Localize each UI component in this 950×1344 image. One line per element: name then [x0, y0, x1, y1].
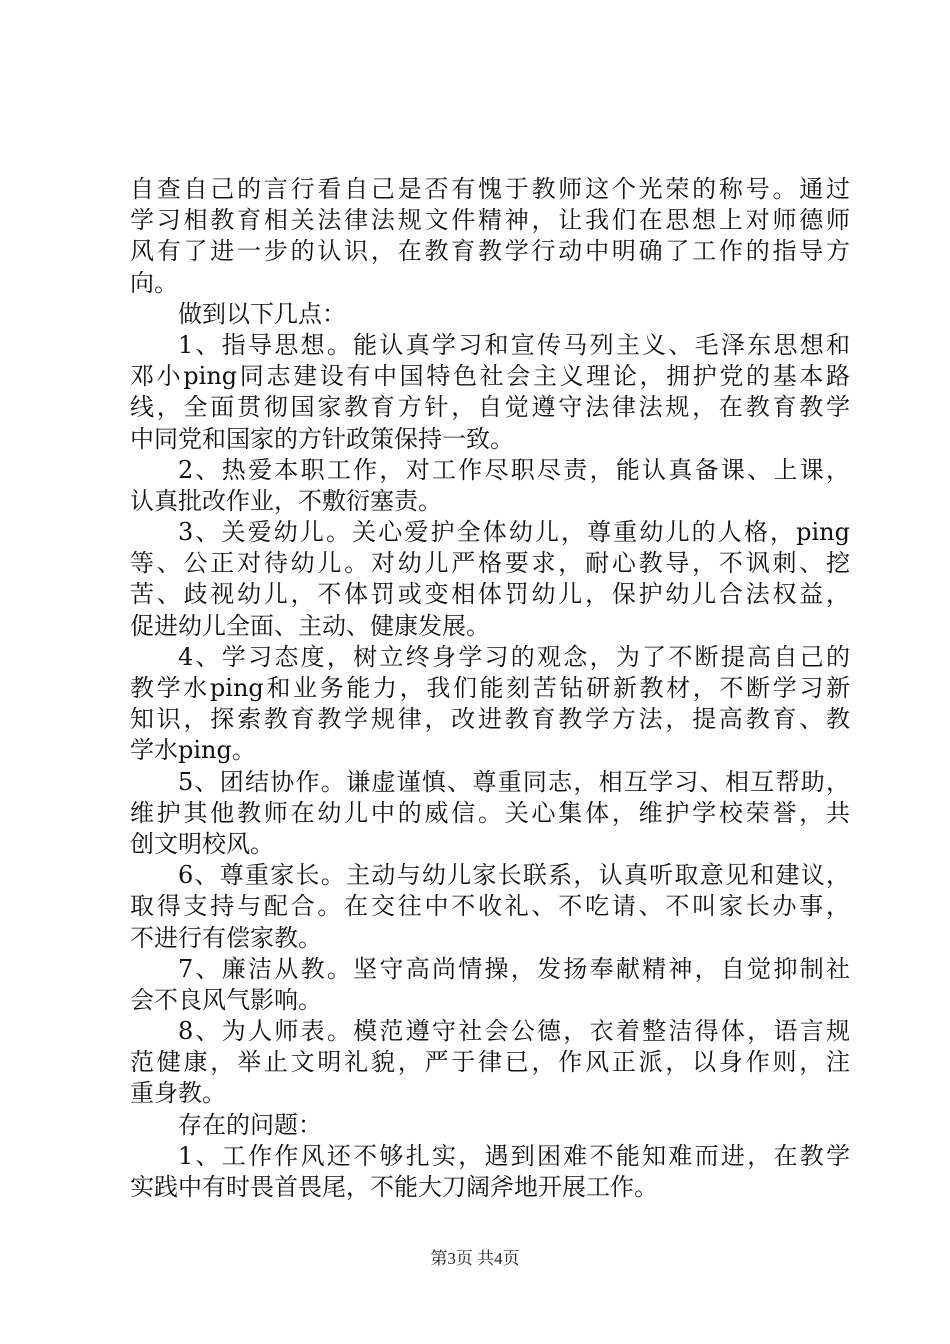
text-line: 学习相教育相关法律法规文件精神，让我们在思想上对师德师: [130, 206, 850, 235]
text-line: 教学水ping和业务能力，我们能刻苦钻研新教材，不断学习新: [130, 674, 850, 702]
text-line: 等、公正对待幼儿。对幼儿严格要求，耐心教导，不讽刺、挖: [130, 549, 850, 578]
text-line: 做到以下几点：: [178, 299, 346, 328]
page-number-footer: 第3页 共4页: [430, 1249, 520, 1268]
text-line: 1、工作作风还不够扎实，遇到困难不能知难而进，在教学: [178, 1141, 850, 1170]
text-line: 不进行有偿家教。: [130, 923, 322, 952]
text-line: 7、廉洁从教。坚守高尚情操，发扬奉献精神，自觉抑制社: [178, 954, 850, 983]
text-line: 促进幼儿全面、主动、健康发展。: [130, 611, 490, 640]
text-line: 5、团结协作。谦虚谨慎、尊重同志，相互学习、相互帮助，: [178, 767, 850, 796]
text-line: 4、学习态度，树立终身学习的观念，为了不断提高自己的: [178, 642, 850, 671]
text-line: 会不良风气影响。: [130, 985, 322, 1014]
text-line: 向。: [130, 268, 178, 297]
text-line: 取得支持与配合。在交往中不收礼、不吃请、不叫家长办事，: [130, 892, 850, 921]
text-line: 3、关爱幼儿。关心爱护全体幼儿，尊重幼儿的人格，ping: [178, 518, 850, 547]
text-line: 2、热爱本职工作，对工作尽职尽责，能认真备课、上课，: [178, 455, 850, 484]
text-line: 维护其他教师在幼儿中的威信。关心集体，维护学校荣誉，共: [130, 798, 850, 827]
text-line: 范健康，举止文明礼貌，严于律已，作风正派，以身作则，注: [130, 1048, 850, 1077]
text-line: 知识，探索教育教学规律，改进教育教学方法，提高教育、教: [130, 705, 850, 734]
text-line: 6、尊重家长。主动与幼儿家长联系，认真听取意见和建议，: [178, 861, 850, 890]
text-line: 苦、歧视幼儿，不体罚或变相体罚幼儿，保护幼儿合法权益，: [130, 580, 850, 609]
text-line: 邓小ping同志建设有中国特色社会主义理论，拥护党的基本路: [130, 362, 850, 391]
body-text: [130, 174, 850, 1203]
text-line: 学水ping。: [130, 736, 256, 765]
text-line: 重身教。: [130, 1079, 226, 1108]
text-line: 创文明校风。: [130, 829, 274, 858]
text-line: 实践中有时畏首畏尾，不能大刀阔斧地开展工作。: [130, 1173, 658, 1201]
text-line: 线，全面贯彻国家教育方针，自觉遵守法律法规，在教育教学: [130, 393, 850, 422]
text-line: 认真批改作业，不敷衍塞责。: [130, 486, 442, 515]
text-line: 风有了进一步的认识，在教育教学行动中明确了工作的指导方: [130, 237, 850, 266]
text-line: 中同党和国家的方针政策保持一致。: [130, 424, 514, 453]
text-line: 自查自己的言行看自己是否有愧于教师这个光荣的称号。通过: [130, 175, 850, 203]
text-line: 1、指导思想。能认真学习和宣传马列主义、毛泽东思想和: [178, 330, 850, 359]
text-line: 存在的问题：: [178, 1110, 322, 1139]
text-line: 8、为人师表。模范遵守社会公德，衣着整洁得体，语言规: [178, 1017, 850, 1046]
